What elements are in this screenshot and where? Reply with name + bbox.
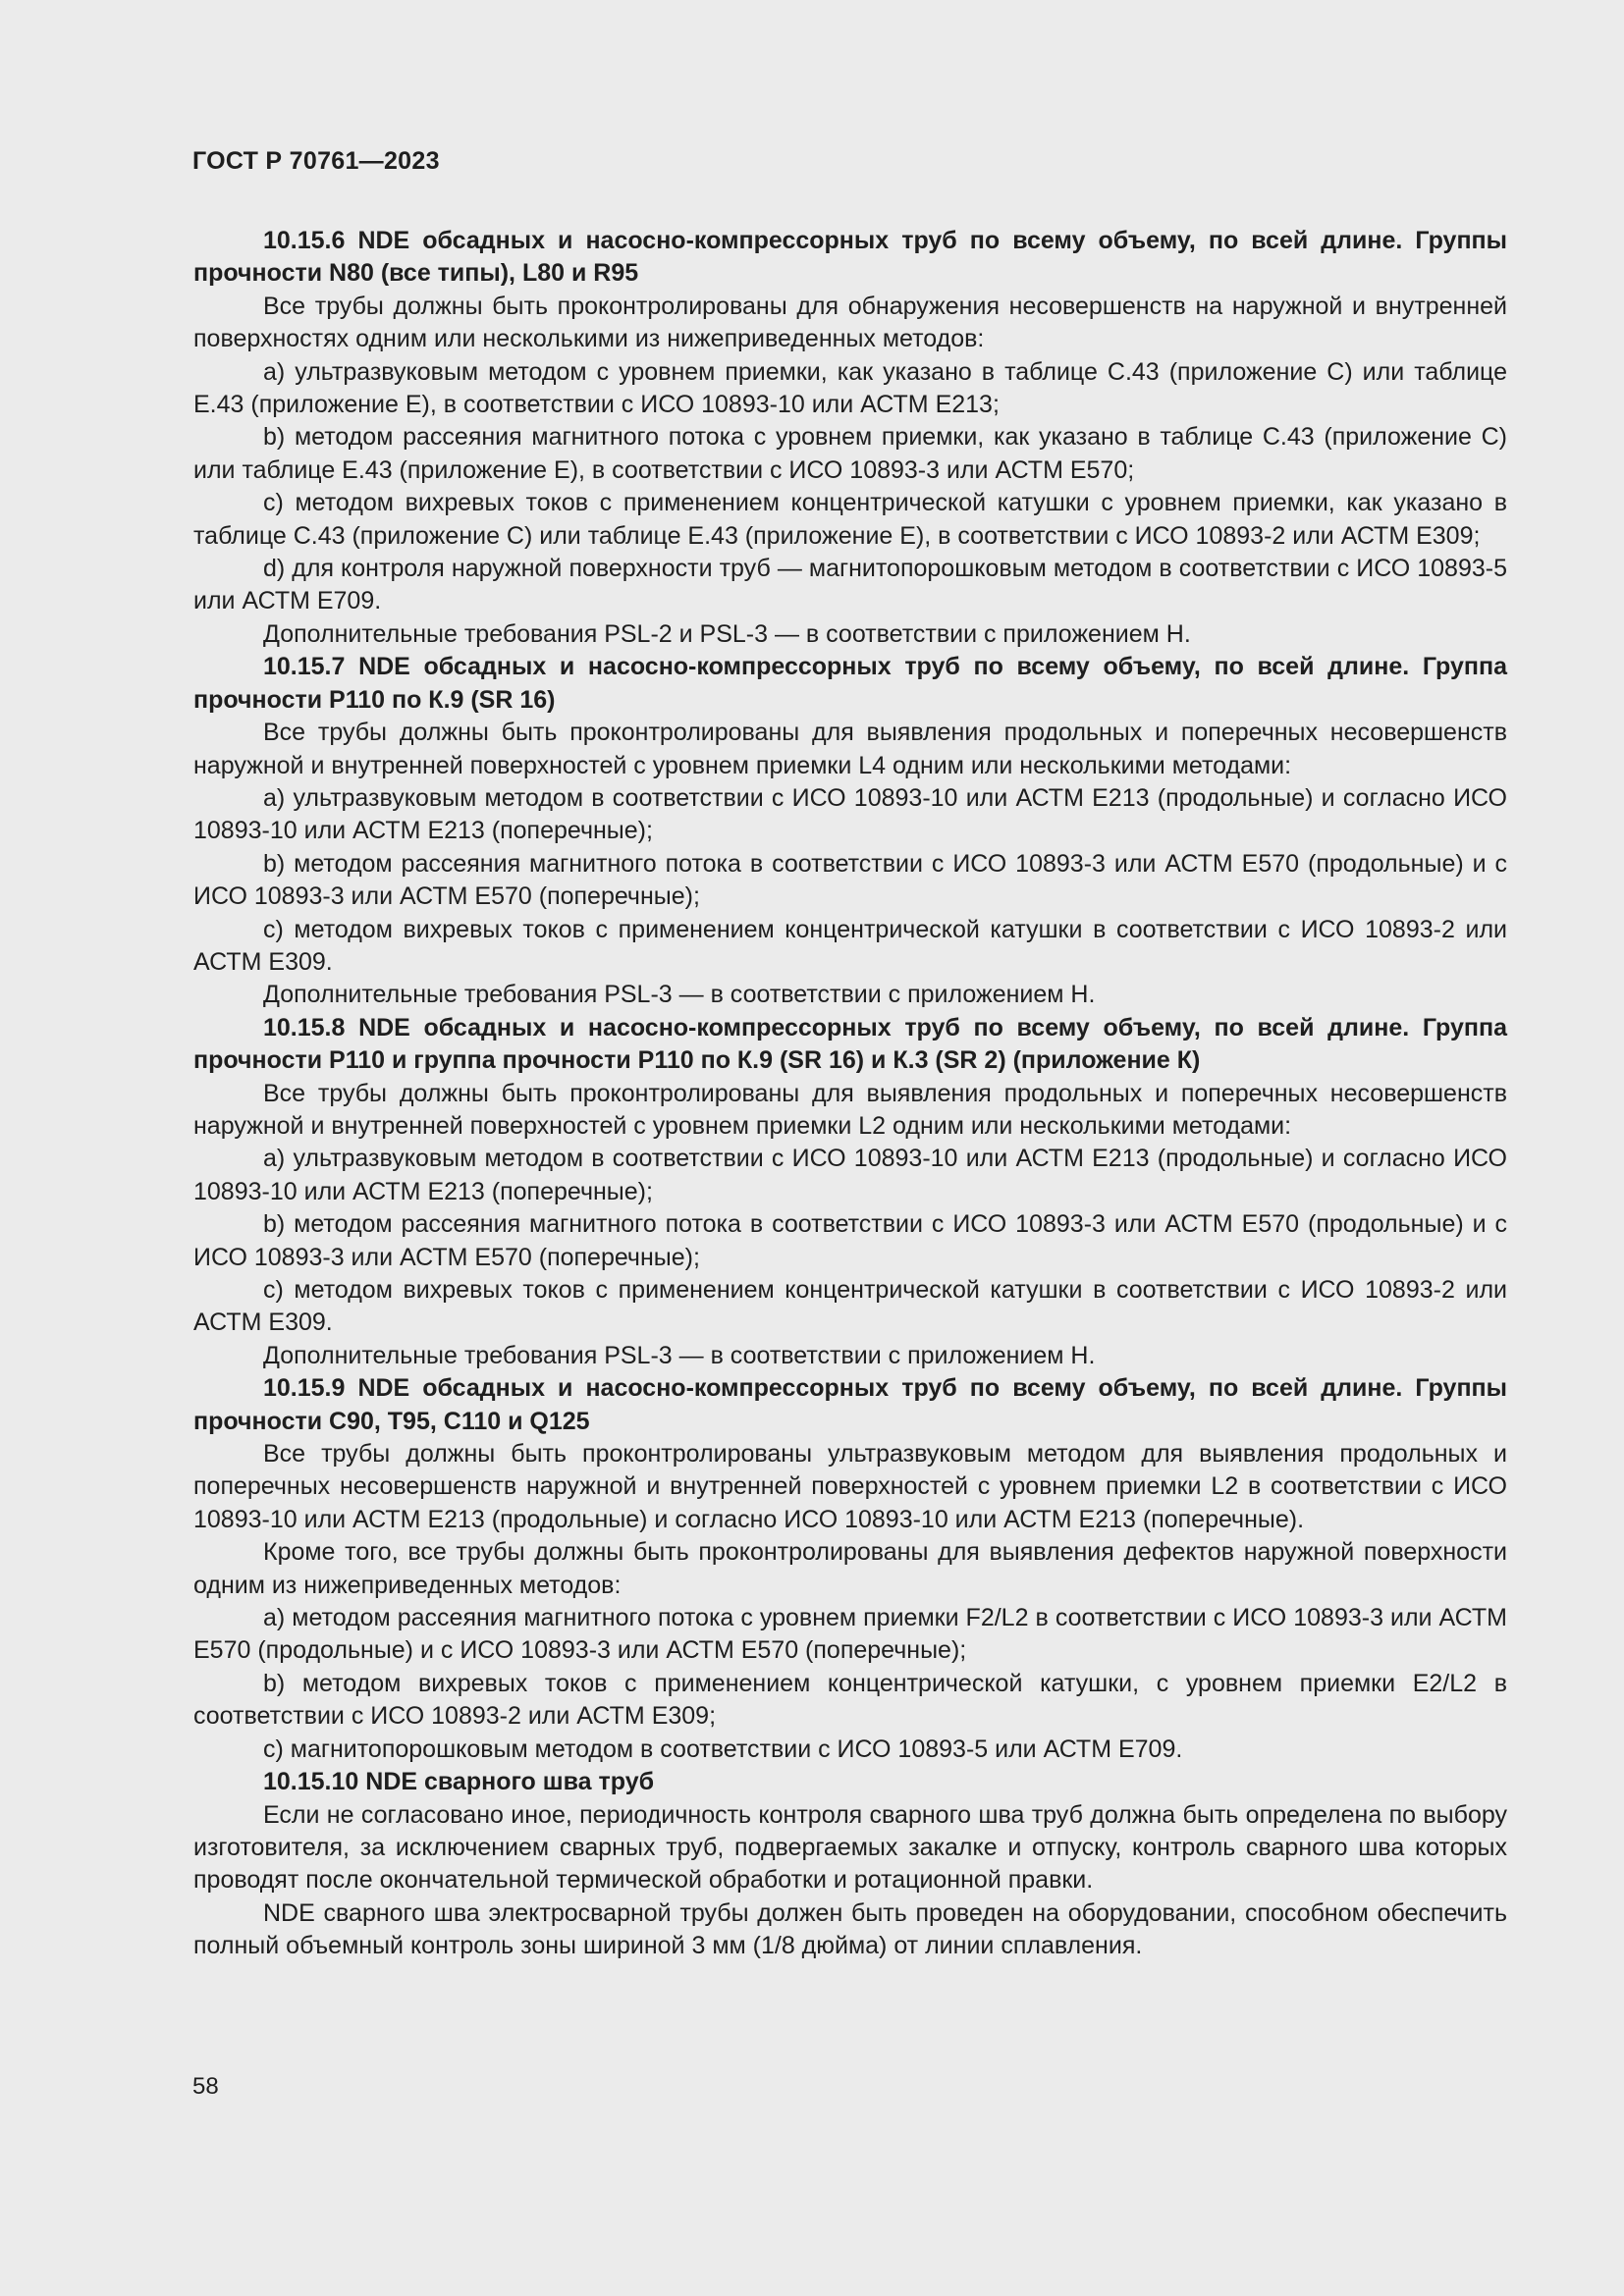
list-item: b) методом вихревых токов с применением концентрической катушки, с уровнем приемки E2/L2 в соответствии с ИСО 10893-2 или АСТМ Е309; xyxy=(193,1669,1507,1731)
list-item: b) методом рассеяния магнитного потока в соответствии с ИСО 10893-3 или АСТМ Е570 (продольные) и с ИСО 10893-3 или АСТМ Е570 (поперечные); xyxy=(193,1210,1507,1271)
paragraph: Дополнительные требования PSL-3 — в соответствии с приложением Н. xyxy=(263,981,1096,1009)
paragraph: Дополнительные требования PSL-2 и PSL-3 — в соответствии с приложением Н. xyxy=(263,619,1191,648)
list-item: a) ультразвуковым методом с уровнем приемки, как указано в таблице С.43 (приложение С) или таблице Е.43 (приложение Е), в соответствии с ИСО 10893-10 или АСТМ Е213; xyxy=(193,357,1507,419)
section-heading-10-15-10: 10.15.10 NDE сварного шва труб xyxy=(263,1768,655,1796)
section-heading-10-15-8: 10.15.8 NDE обсадных и насосно-компрессорных труб по всему объему, по всей длине. Группа прочности Р110 и группа прочности Р110 по К.9 (SR 16) и К.3 (SR 2) (приложение К) xyxy=(193,1013,1507,1075)
list-item: a) ультразвуковым методом в соответствии с ИСО 10893-10 или АСТМ Е213 (продольные) и согласно ИСО 10893-10 или АСТМ Е213 (поперечные); xyxy=(193,1145,1507,1205)
paragraph: Все трубы должны быть проконтролированы для выявления продольных и поперечных несовершенств наружной и внутренней поверхностей с уровнем приемки L4 одним или несколькими методами: xyxy=(193,719,1507,779)
section-heading-10-15-6: 10.15.6 NDE обсадных и насосно-компрессорных труб по всему объему, по всей длине. Группы прочности N80 (все типы), L80 и R95 xyxy=(193,227,1507,288)
list-item: a) методом рассеяния магнитного потока с уровнем приемки F2/L2 в соответствии с ИСО 10893-3 или АСТМ Е570 (продольные) и с ИСО 10893-3 или АСТМ Е570 (поперечные); xyxy=(193,1604,1507,1665)
paragraph: Кроме того, все трубы должны быть проконтролированы для выявления дефектов наружной поверхности одним из нижеприведенных методов: xyxy=(193,1538,1507,1599)
list-item: c) методом вихревых токов с применением концентрической катушки с уровнем приемки, как указано в таблице С.43 (приложение С) или таблице Е.43 (приложение Е), в соответствии с ИСО 10893-2 или АСТМ Е309; xyxy=(193,489,1507,550)
document-header: ГОСТ Р 70761—2023 xyxy=(192,147,440,175)
paragraph: Все трубы должны быть проконтролированы ультразвуковым методом для выявления продольных и поперечных несовершенств наружной и внутренней поверхностей с уровнем приемки L2 в соответствии с ИСО 10893-10 или АСТМ Е213 (продольные) и согласно ИСО 10893-10 или АСТМ Е213 (поперечные). xyxy=(193,1440,1507,1533)
document-body xyxy=(193,225,1507,1963)
list-item: c) методом вихревых токов с применением концентрической катушки в соответствии с ИСО 10893-2 или АСТМ Е309. xyxy=(193,1276,1507,1337)
list-item: c) методом вихревых токов с применением концентрической катушки в соответствии с ИСО 10893-2 или АСТМ Е309. xyxy=(193,915,1507,976)
list-item: b) методом рассеяния магнитного потока с уровнем приемки, как указано в таблице С.43 (приложение С) или таблице Е.43 (приложение Е), в соответствии с ИСО 10893-3 или АСТМ Е570; xyxy=(193,423,1507,484)
section-heading-10-15-9: 10.15.9 NDE обсадных и насосно-компрессорных труб по всему объему, по всей длине. Группы прочности С90, Т95, С110 и Q125 xyxy=(193,1374,1507,1435)
paragraph: Если не согласовано иное, периодичность контроля сварного шва труб должна быть определена по выбору изготовителя, за исключением сварных труб, подвергаемых закалке и отпуску, контроль сварного шва которых проводят после окончательной термической обработки и ротационной правки. xyxy=(193,1800,1507,1895)
list-item: b) методом рассеяния магнитного потока в соответствии с ИСО 10893-3 или АСТМ Е570 (продольные) и с ИСО 10893-3 или АСТМ Е570 (поперечные); xyxy=(193,849,1507,911)
list-item: a) ультразвуковым методом в соответствии с ИСО 10893-10 или АСТМ Е213 (продольные) и согласно ИСО 10893-10 или АСТМ Е213 (поперечные); xyxy=(193,783,1507,845)
list-item: c) магнитопорошковым методом в соответствии с ИСО 10893-5 или АСТМ Е709. xyxy=(263,1735,1183,1763)
paragraph: Все трубы должны быть проконтролированы для выявления продольных и поперечных несовершенств наружной и внутренней поверхностей с уровнем приемки L2 одним или несколькими методами: xyxy=(193,1079,1507,1140)
section-heading-10-15-7: 10.15.7 NDE обсадных и насосно-компрессорных труб по всему объему, по всей длине. Группа прочности Р110 по К.9 (SR 16) xyxy=(193,653,1507,714)
paragraph: Все трубы должны быть проконтролированы для обнаружения несовершенств на наружной и внутренней поверхностях одним или несколькими из нижеприведенных методов: xyxy=(193,292,1507,353)
paragraph: NDE сварного шва электросварной трубы должен быть проведен на оборудовании, способном обеспечить полный объемный контроль зоны шириной 3 мм (1/8 дюйма) от линии сплавления. xyxy=(193,1898,1507,1960)
paragraph: Дополнительные требования PSL-3 — в соответствии с приложением Н. xyxy=(263,1341,1096,1369)
page-number: 58 xyxy=(192,2073,219,2100)
list-item: d) для контроля наружной поверхности труб — магнитопорошковым методом в соответствии с ИСО 10893-5 или АСТМ Е709. xyxy=(193,555,1507,615)
